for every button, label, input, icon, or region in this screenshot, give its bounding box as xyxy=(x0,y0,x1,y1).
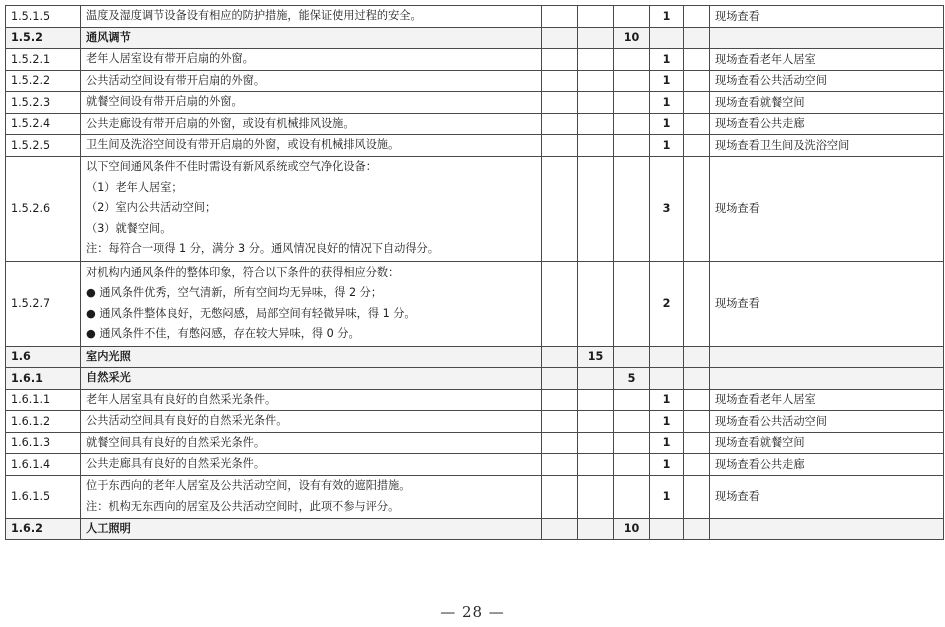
row-description xyxy=(81,389,542,411)
assessment-method xyxy=(710,368,944,390)
row-description xyxy=(81,49,542,71)
row-description xyxy=(81,135,542,157)
description-line: 室内光照 xyxy=(86,349,131,363)
score-col-3 xyxy=(614,92,650,114)
score-col-1 xyxy=(542,70,578,92)
blank-col xyxy=(684,92,710,114)
row-description xyxy=(81,27,542,49)
row-code: 1.6.1.3 xyxy=(6,432,81,454)
score-col-3 xyxy=(614,411,650,433)
table-row xyxy=(6,113,944,135)
item-score: 1 xyxy=(650,135,684,157)
row-code: 1.5.2 xyxy=(6,27,81,49)
score-col-2 xyxy=(578,454,614,476)
description-line: 温度及湿度调节设备设有相应的防护措施，能保证使用过程的安全。 xyxy=(86,9,422,22)
score-col-3 xyxy=(614,49,650,71)
table-row xyxy=(6,518,944,540)
table-row xyxy=(6,49,944,71)
score-col-3 xyxy=(614,389,650,411)
table-row xyxy=(6,389,944,411)
row-code: 1.6.1.5 xyxy=(6,475,81,518)
description-line: 以下空间通风条件不佳时需设有新风系统或空气净化设备： xyxy=(86,160,377,174)
assessment-method: 现场查看 xyxy=(710,6,944,28)
score-col-3 xyxy=(614,454,650,476)
item-score xyxy=(650,368,684,390)
item-score: 1 xyxy=(650,6,684,28)
score-col-2 xyxy=(578,475,614,518)
score-col-3: 5 xyxy=(614,368,650,390)
assessment-method: 现场查看卫生间及洗浴空间 xyxy=(710,135,944,157)
description-line: ● 通风条件整体良好，无憋闷感，局部空间有轻微异味，得 1 分。 xyxy=(86,306,416,320)
score-col-2 xyxy=(578,27,614,49)
score-col-1 xyxy=(542,92,578,114)
blank-col xyxy=(684,475,710,518)
score-col-1 xyxy=(542,475,578,518)
item-score: 3 xyxy=(650,156,684,261)
table-row xyxy=(6,346,944,368)
assessment-method: 现场查看公共走廊 xyxy=(710,454,944,476)
score-col-1 xyxy=(542,6,578,28)
page-number: — 28 — xyxy=(440,603,505,621)
blank-col xyxy=(684,49,710,71)
description-line: 注：机构无东西向的居室及公共活动空间时，此项不参与评分。 xyxy=(86,499,400,513)
score-col-1 xyxy=(542,411,578,433)
score-col-3 xyxy=(614,70,650,92)
description-line: 就餐空间设有带开启扇的外窗。 xyxy=(86,95,243,108)
blank-col xyxy=(684,261,710,346)
description-line: 自然采光 xyxy=(86,371,131,384)
description-line: （1）老年人居室； xyxy=(86,180,183,194)
score-col-2 xyxy=(578,368,614,390)
blank-col xyxy=(684,454,710,476)
score-col-3 xyxy=(614,346,650,368)
table-row xyxy=(6,92,944,114)
row-description xyxy=(81,261,542,346)
blank-col xyxy=(684,432,710,454)
evaluation-table xyxy=(5,5,944,540)
row-description xyxy=(81,346,542,368)
table-row xyxy=(6,261,944,346)
score-col-2 xyxy=(578,92,614,114)
score-col-3 xyxy=(614,261,650,346)
row-code: 1.5.2.2 xyxy=(6,70,81,92)
row-description xyxy=(81,368,542,390)
score-col-2 xyxy=(578,261,614,346)
row-code: 1.5.1.5 xyxy=(6,6,81,28)
assessment-method: 现场查看老年人居室 xyxy=(710,389,944,411)
row-description xyxy=(81,92,542,114)
score-col-1 xyxy=(542,454,578,476)
score-col-2 xyxy=(578,70,614,92)
blank-col xyxy=(684,113,710,135)
row-code: 1.6.2 xyxy=(6,518,81,540)
row-code: 1.6.1.2 xyxy=(6,411,81,433)
score-col-1 xyxy=(542,261,578,346)
item-score: 1 xyxy=(650,389,684,411)
row-code: 1.5.2.3 xyxy=(6,92,81,114)
assessment-method xyxy=(710,518,944,540)
table-body xyxy=(6,6,944,540)
table-row xyxy=(6,475,944,518)
score-col-2 xyxy=(578,411,614,433)
item-score: 1 xyxy=(650,113,684,135)
assessment-method: 现场查看公共活动空间 xyxy=(710,411,944,433)
row-code: 1.5.2.1 xyxy=(6,49,81,71)
item-score: 1 xyxy=(650,475,684,518)
score-col-2 xyxy=(578,6,614,28)
table-row xyxy=(6,368,944,390)
assessment-method xyxy=(710,27,944,49)
assessment-method: 现场查看就餐空间 xyxy=(710,92,944,114)
row-description xyxy=(81,518,542,540)
item-score: 1 xyxy=(650,70,684,92)
score-col-1 xyxy=(542,135,578,157)
score-col-2 xyxy=(578,389,614,411)
row-description xyxy=(81,113,542,135)
score-col-1 xyxy=(542,156,578,261)
blank-col xyxy=(684,346,710,368)
table-row xyxy=(6,27,944,49)
row-description xyxy=(81,411,542,433)
score-col-1 xyxy=(542,49,578,71)
description-line: 通风调节 xyxy=(86,30,131,44)
score-col-3 xyxy=(614,156,650,261)
assessment-method: 现场查看公共活动空间 xyxy=(710,70,944,92)
row-code: 1.6.1.4 xyxy=(6,454,81,476)
score-col-2: 15 xyxy=(578,346,614,368)
item-score: 1 xyxy=(650,92,684,114)
score-col-3 xyxy=(614,113,650,135)
score-col-2 xyxy=(578,518,614,540)
blank-col xyxy=(684,135,710,157)
score-col-2 xyxy=(578,135,614,157)
row-description xyxy=(81,6,542,28)
table-row xyxy=(6,70,944,92)
blank-col xyxy=(684,411,710,433)
blank-col xyxy=(684,368,710,390)
description-line: ● 通风条件优秀，空气清新，所有空间均无异味，得 2 分； xyxy=(86,286,383,299)
score-col-2 xyxy=(578,432,614,454)
assessment-method xyxy=(710,346,944,368)
score-col-1 xyxy=(542,27,578,49)
description-line: （2）室内公共活动空间； xyxy=(86,201,217,215)
table-row xyxy=(6,135,944,157)
description-line: 对机构内通风条件的整体印象，符合以下条件的获得相应分数： xyxy=(86,265,400,279)
description-line: 公共走廊具有良好的自然采光条件。 xyxy=(86,457,266,470)
description-line: 人工照明 xyxy=(86,521,131,535)
description-line: （3）就餐空间。 xyxy=(86,221,172,235)
score-col-3 xyxy=(614,135,650,157)
score-col-3 xyxy=(614,475,650,518)
score-col-1 xyxy=(542,113,578,135)
item-score: 1 xyxy=(650,454,684,476)
assessment-method: 现场查看老年人居室 xyxy=(710,49,944,71)
row-description xyxy=(81,432,542,454)
item-score xyxy=(650,27,684,49)
row-code: 1.6 xyxy=(6,346,81,368)
table-row xyxy=(6,454,944,476)
description-line: 位于东西向的老年人居室及公共活动空间，设有有效的遮阳措施。 xyxy=(86,479,411,492)
score-col-3: 10 xyxy=(614,27,650,49)
description-line: 老年人居室设有带开启扇的外窗。 xyxy=(86,52,254,65)
assessment-method: 现场查看就餐空间 xyxy=(710,432,944,454)
row-code: 1.5.2.4 xyxy=(6,113,81,135)
score-col-2 xyxy=(578,113,614,135)
description-line: 公共活动空间具有良好的自然采光条件。 xyxy=(86,414,288,427)
table-row xyxy=(6,432,944,454)
blank-col xyxy=(684,70,710,92)
item-score xyxy=(650,346,684,368)
item-score: 1 xyxy=(650,411,684,433)
table-row xyxy=(6,6,944,28)
row-description xyxy=(81,70,542,92)
table-row xyxy=(6,156,944,261)
row-code: 1.6.1.1 xyxy=(6,389,81,411)
row-code: 1.6.1 xyxy=(6,368,81,390)
score-col-2 xyxy=(578,49,614,71)
description-line: 注：每符合一项得 1 分，满分 3 分。通风情况良好的情况下自动得分。 xyxy=(86,242,439,256)
assessment-method: 现场查看 xyxy=(710,156,944,261)
description-line: ● 通风条件不佳，有憋闷感，存在较大异味，得 0 分。 xyxy=(86,327,360,340)
score-col-1 xyxy=(542,518,578,540)
score-col-3 xyxy=(614,6,650,28)
score-col-3: 10 xyxy=(614,518,650,540)
row-description xyxy=(81,454,542,476)
score-col-2 xyxy=(578,156,614,261)
item-score: 2 xyxy=(650,261,684,346)
row-description xyxy=(81,475,542,518)
row-code: 1.5.2.7 xyxy=(6,261,81,346)
description-line: 卫生间及洗浴空间设有带开启扇的外窗，或设有机械排风设施。 xyxy=(86,138,400,151)
blank-col xyxy=(684,156,710,261)
score-col-3 xyxy=(614,432,650,454)
description-line: 就餐空间具有良好的自然采光条件。 xyxy=(86,435,266,449)
description-line: 公共走廊设有带开启扇的外窗，或设有机械排风设施。 xyxy=(86,116,355,130)
assessment-method: 现场查看公共走廊 xyxy=(710,113,944,135)
item-score: 1 xyxy=(650,49,684,71)
blank-col xyxy=(684,389,710,411)
row-code: 1.5.2.6 xyxy=(6,156,81,261)
row-description xyxy=(81,156,542,261)
assessment-method: 现场查看 xyxy=(710,261,944,346)
score-col-1 xyxy=(542,368,578,390)
item-score xyxy=(650,518,684,540)
score-col-1 xyxy=(542,432,578,454)
description-line: 公共活动空间设有带开启扇的外窗。 xyxy=(86,73,266,87)
row-code: 1.5.2.5 xyxy=(6,135,81,157)
score-col-1 xyxy=(542,346,578,368)
blank-col xyxy=(684,518,710,540)
description-line: 老年人居室具有良好的自然采光条件。 xyxy=(86,392,277,406)
blank-col xyxy=(684,6,710,28)
score-col-1 xyxy=(542,389,578,411)
item-score: 1 xyxy=(650,432,684,454)
assessment-method: 现场查看 xyxy=(710,475,944,518)
blank-col xyxy=(684,27,710,49)
table-row xyxy=(6,411,944,433)
